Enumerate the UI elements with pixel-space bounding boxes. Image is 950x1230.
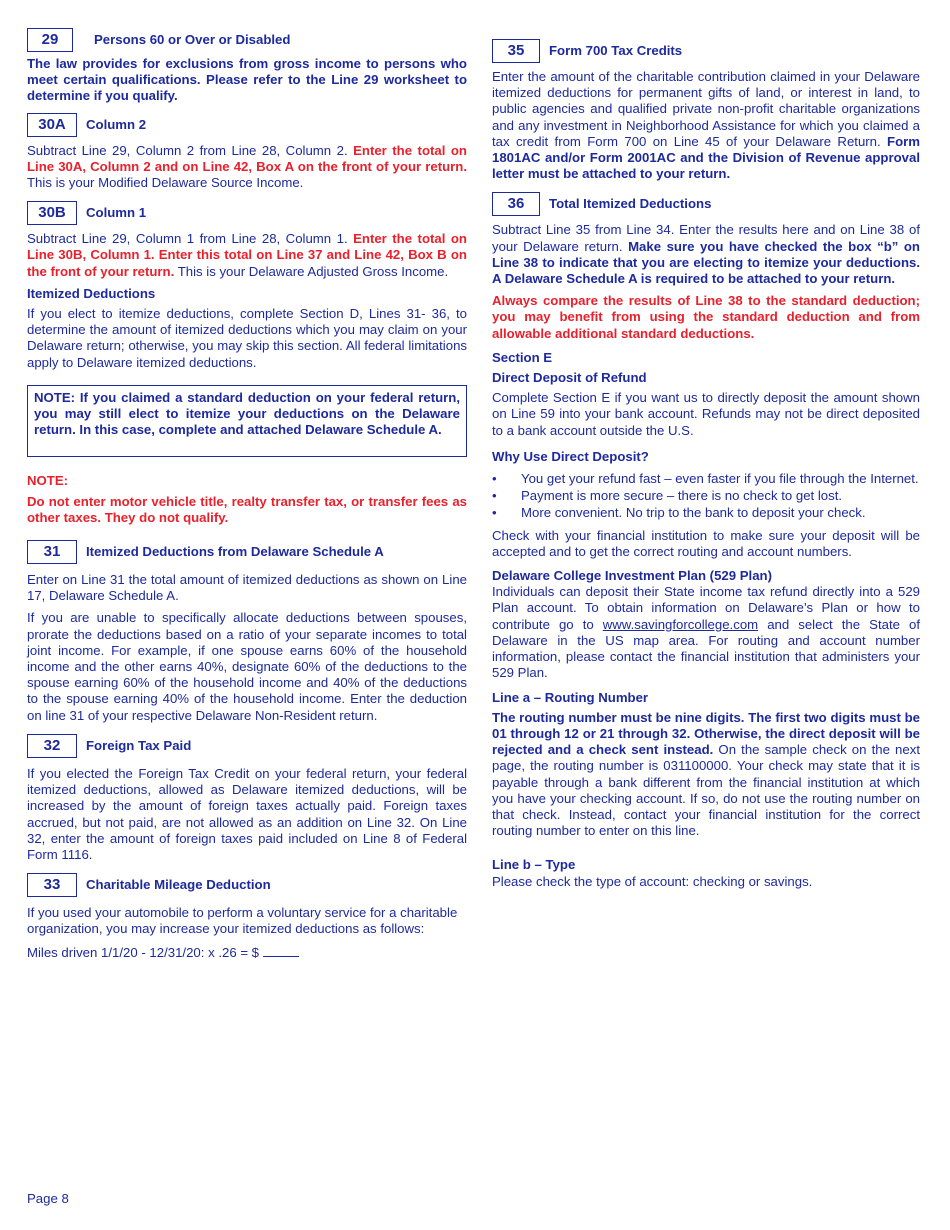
note-label: NOTE:: [27, 473, 69, 489]
line-29-header: [27, 28, 467, 52]
why-direct-deposit-heading: Why Use Direct Deposit?: [492, 448, 649, 464]
standard-deduction-compare-warning: Always compare the results of Line 38 to the standard deduction; you may benefit from using the standard deduction and from allowable additional standard deductions.: [492, 293, 920, 341]
line-30b-text: Subtract Line 29, Column 1 from Line 28, Column 1.: [27, 231, 354, 247]
line-35-text: Enter the amount of the charitable contribution claimed in your Delaware itemized deductions for permanent gifts of land, or interest in land, to public agencies and qualified private non-profit charitable organizations and any investment in Neighborhood Assistance for which you claimed a tax credit from Form 700 on Line 45 of your Delaware Return.: [492, 69, 920, 149]
benefit-text: More convenient. No trip to the bank to deposit your check.: [521, 505, 866, 521]
bullet-icon: •: [492, 505, 497, 521]
line-30a-header: [27, 113, 467, 137]
routing-number-body: [492, 710, 920, 840]
standard-deduction-note-box: [27, 385, 467, 458]
line-33-body: If you used your automobile to perform a voluntary service for a charitable organization, you may increase your itemized deductions as follows:: [27, 905, 458, 937]
savingforcollege-link[interactable]: www.savingforcollege.com: [602, 616, 759, 632]
line-30b-header: [27, 201, 467, 225]
line-30b-title: Column 1: [86, 205, 147, 221]
college-plan-text: Individuals can deposit their State income tax refund directly into a 529 Plan account. To obtain information on Delaware’s Plan or how to contribute go to: [492, 584, 920, 632]
bullet-icon: •: [492, 471, 497, 487]
line-31-title: Itemized Deductions from Delaware Schedule A: [86, 543, 384, 559]
line-33-header: [27, 873, 467, 897]
line-30a-instruction: Enter the total on Line 30A, Column 2 and on Line 42, Box A on the front of your return.: [27, 142, 467, 174]
direct-deposit-heading: Direct Deposit of Refund: [492, 370, 647, 386]
line-35-number-box: 35: [492, 39, 540, 63]
line-30a-number-box: 30A: [27, 113, 77, 137]
account-type-heading: Line b – Type: [492, 857, 576, 873]
line-30b-note: This is your Delaware Adjusted Gross Income.: [174, 263, 449, 279]
itemized-deductions-body: If you elect to itemize deductions, complete Section D, Lines 31- 36, to determine the amount of itemized deductions which you may claim on your Delaware return; otherwise, you may skip this section. All federal limitations apply to Delaware itemized deductions.: [27, 306, 467, 370]
line-36-body: [492, 222, 920, 287]
line-35-header: [492, 39, 920, 63]
mileage-formula-text: Miles driven 1/1/20 - 12/31/20: x .26 = $: [27, 944, 263, 960]
check-with-institution-text: Check with your financial institution to make sure your deposit will be accepted and to get the correct routing and account numbers.: [492, 527, 920, 559]
line-30b-number-box: 30B: [27, 201, 77, 225]
line-33-title: Charitable Mileage Deduction: [86, 877, 271, 892]
routing-number-rule: The routing number must be nine digits. The first two digits must be 01 through 12 or 21 through 32. Otherwise, the direct deposit will be rejected and a check sent instead.: [492, 709, 920, 758]
benefit-text: Payment is more secure – there is no check to get lost.: [521, 488, 843, 504]
line-32-number-box: 32: [27, 734, 77, 758]
note-body: Do not enter motor vehicle title, realty transfer tax, or transfer fees as other taxes. They do not qualify.: [27, 493, 467, 525]
direct-deposit-body: Complete Section E if you want us to directly deposit the amount shown on Line 59 into your bank account. Refunds may not be direct deposited to a bank account outside the U.S.: [492, 390, 920, 438]
itemized-deductions-heading: Itemized Deductions: [27, 285, 156, 301]
line-35-body: [492, 69, 920, 182]
routing-number-text: On the sample check on the next page, the routing number is 031100000. Your check may state that it is payable through a bank different from the financial institution at which you have your checking account. If so, do not use the routing number on that check. Instead, contact your financial institution for the correct routing number to enter on this line.: [492, 742, 920, 839]
line-33-mileage-formula: [27, 944, 467, 961]
college-plan-text-2: and select the State of Delaware in the US map area. For routing and account number information, please contact the financial institution that administers your 529 Plan.: [492, 616, 920, 681]
line-30a-text: Subtract Line 29, Column 2 from Line 28, Column 2.: [27, 142, 354, 158]
line-30a-note: This is your Modified Delaware Source Income.: [27, 175, 304, 191]
bullet-icon: •: [492, 488, 497, 504]
line-33-number-box: 33: [27, 873, 77, 897]
line-36-title: Total Itemized Deductions: [549, 196, 712, 212]
line-31-para-2: If you are unable to specifically allocate deductions between spouses, prorate the deductions based on a ratio of your separate incomes to total joint income. For example, if one spouse earns 60% of the household income and the other earns 40%, designate 60% of the deductions to the spouse earning 60% of the household income and 40% of the deductions to the spouse earning 40% of the household income. Enter the deduction on line 31 of your respective Delaware Non-Resident return.: [27, 610, 467, 723]
line-29-title: Persons 60 or Over or Disabled: [94, 31, 291, 47]
line-31-number-box: 31: [27, 540, 77, 564]
list-item: [492, 505, 920, 521]
section-e-heading: Section E: [492, 349, 553, 365]
line-35-title: Form 700 Tax Credits: [549, 42, 683, 58]
line-36-header: [492, 192, 920, 216]
page-number: Page 8: [27, 1191, 69, 1206]
line-36-text: Subtract Line 35 from Line 34. Enter the results here and on Line 38 of your Delaware return.: [492, 222, 920, 254]
line-29-number-box: 29: [27, 28, 73, 52]
college-plan-body: [492, 584, 920, 681]
line-30b-body: [27, 231, 467, 280]
routing-number-heading: Line a – Routing Number: [492, 689, 649, 705]
line-32-body: If you elected the Foreign Tax Credit on your federal return, your federal itemized deductions, allowed as Delaware itemized deductions, will be increased by the amount of foreign taxes actually paid. Foreign taxes accrued, but not paid, are not allowed as an addition on Line 32. On Line 32, enter the amount of foreign taxes paid included on Line 8 of Federal Form 1116.: [27, 765, 467, 862]
line-36-number-box: 36: [492, 192, 540, 216]
direct-deposit-benefits-list: [492, 471, 920, 522]
line-31-header: [27, 540, 467, 564]
college-plan-heading: Delaware College Investment Plan (529 Plan): [492, 568, 772, 584]
benefit-text: You get your refund fast – even faster if you file through the Internet.: [521, 471, 919, 487]
account-type-body: Please check the type of account: checking or savings.: [492, 873, 813, 889]
line-36-checkbox-note: Make sure you have checked the box “b” on Line 38 to indicate that you are electing to itemize your deductions. A Delaware Schedule A is required to be attached to your return.: [492, 238, 920, 287]
right-column: [492, 39, 920, 896]
left-column: [27, 28, 467, 967]
line-35-attachment-note: Form 1801AC and/or Form 2001AC and the Division of Revenue approval letter must be attached to your return.: [492, 133, 920, 182]
line-32-header: [27, 734, 467, 758]
standard-deduction-note-text: NOTE: If you claimed a standard deduction on your federal return, you may still elect to itemize your deductions on the Delaware return. In this case, complete and attached Delaware Schedule A.: [34, 389, 460, 438]
list-item: [492, 471, 920, 487]
line-29-body: The law provides for exclusions from gross income to persons who meet certain qualifications. Please refer to the Line 29 worksheet to determine if you qualify.: [27, 56, 467, 104]
line-31-para-1: Enter on Line 31 the total amount of itemized deductions as shown on Line 17, Delaware Schedule A.: [27, 572, 467, 604]
line-32-title: Foreign Tax Paid: [86, 737, 192, 753]
line-30a-title: Column 2: [86, 116, 147, 132]
list-item: [492, 488, 920, 504]
line-30b-instruction: Enter the total on Line 30B, Column 1. Enter this total on Line 37 and Line 42, Box B on the front of your return.: [27, 231, 467, 279]
line-30a-body: [27, 143, 467, 192]
mileage-amount-blank: [263, 944, 299, 957]
